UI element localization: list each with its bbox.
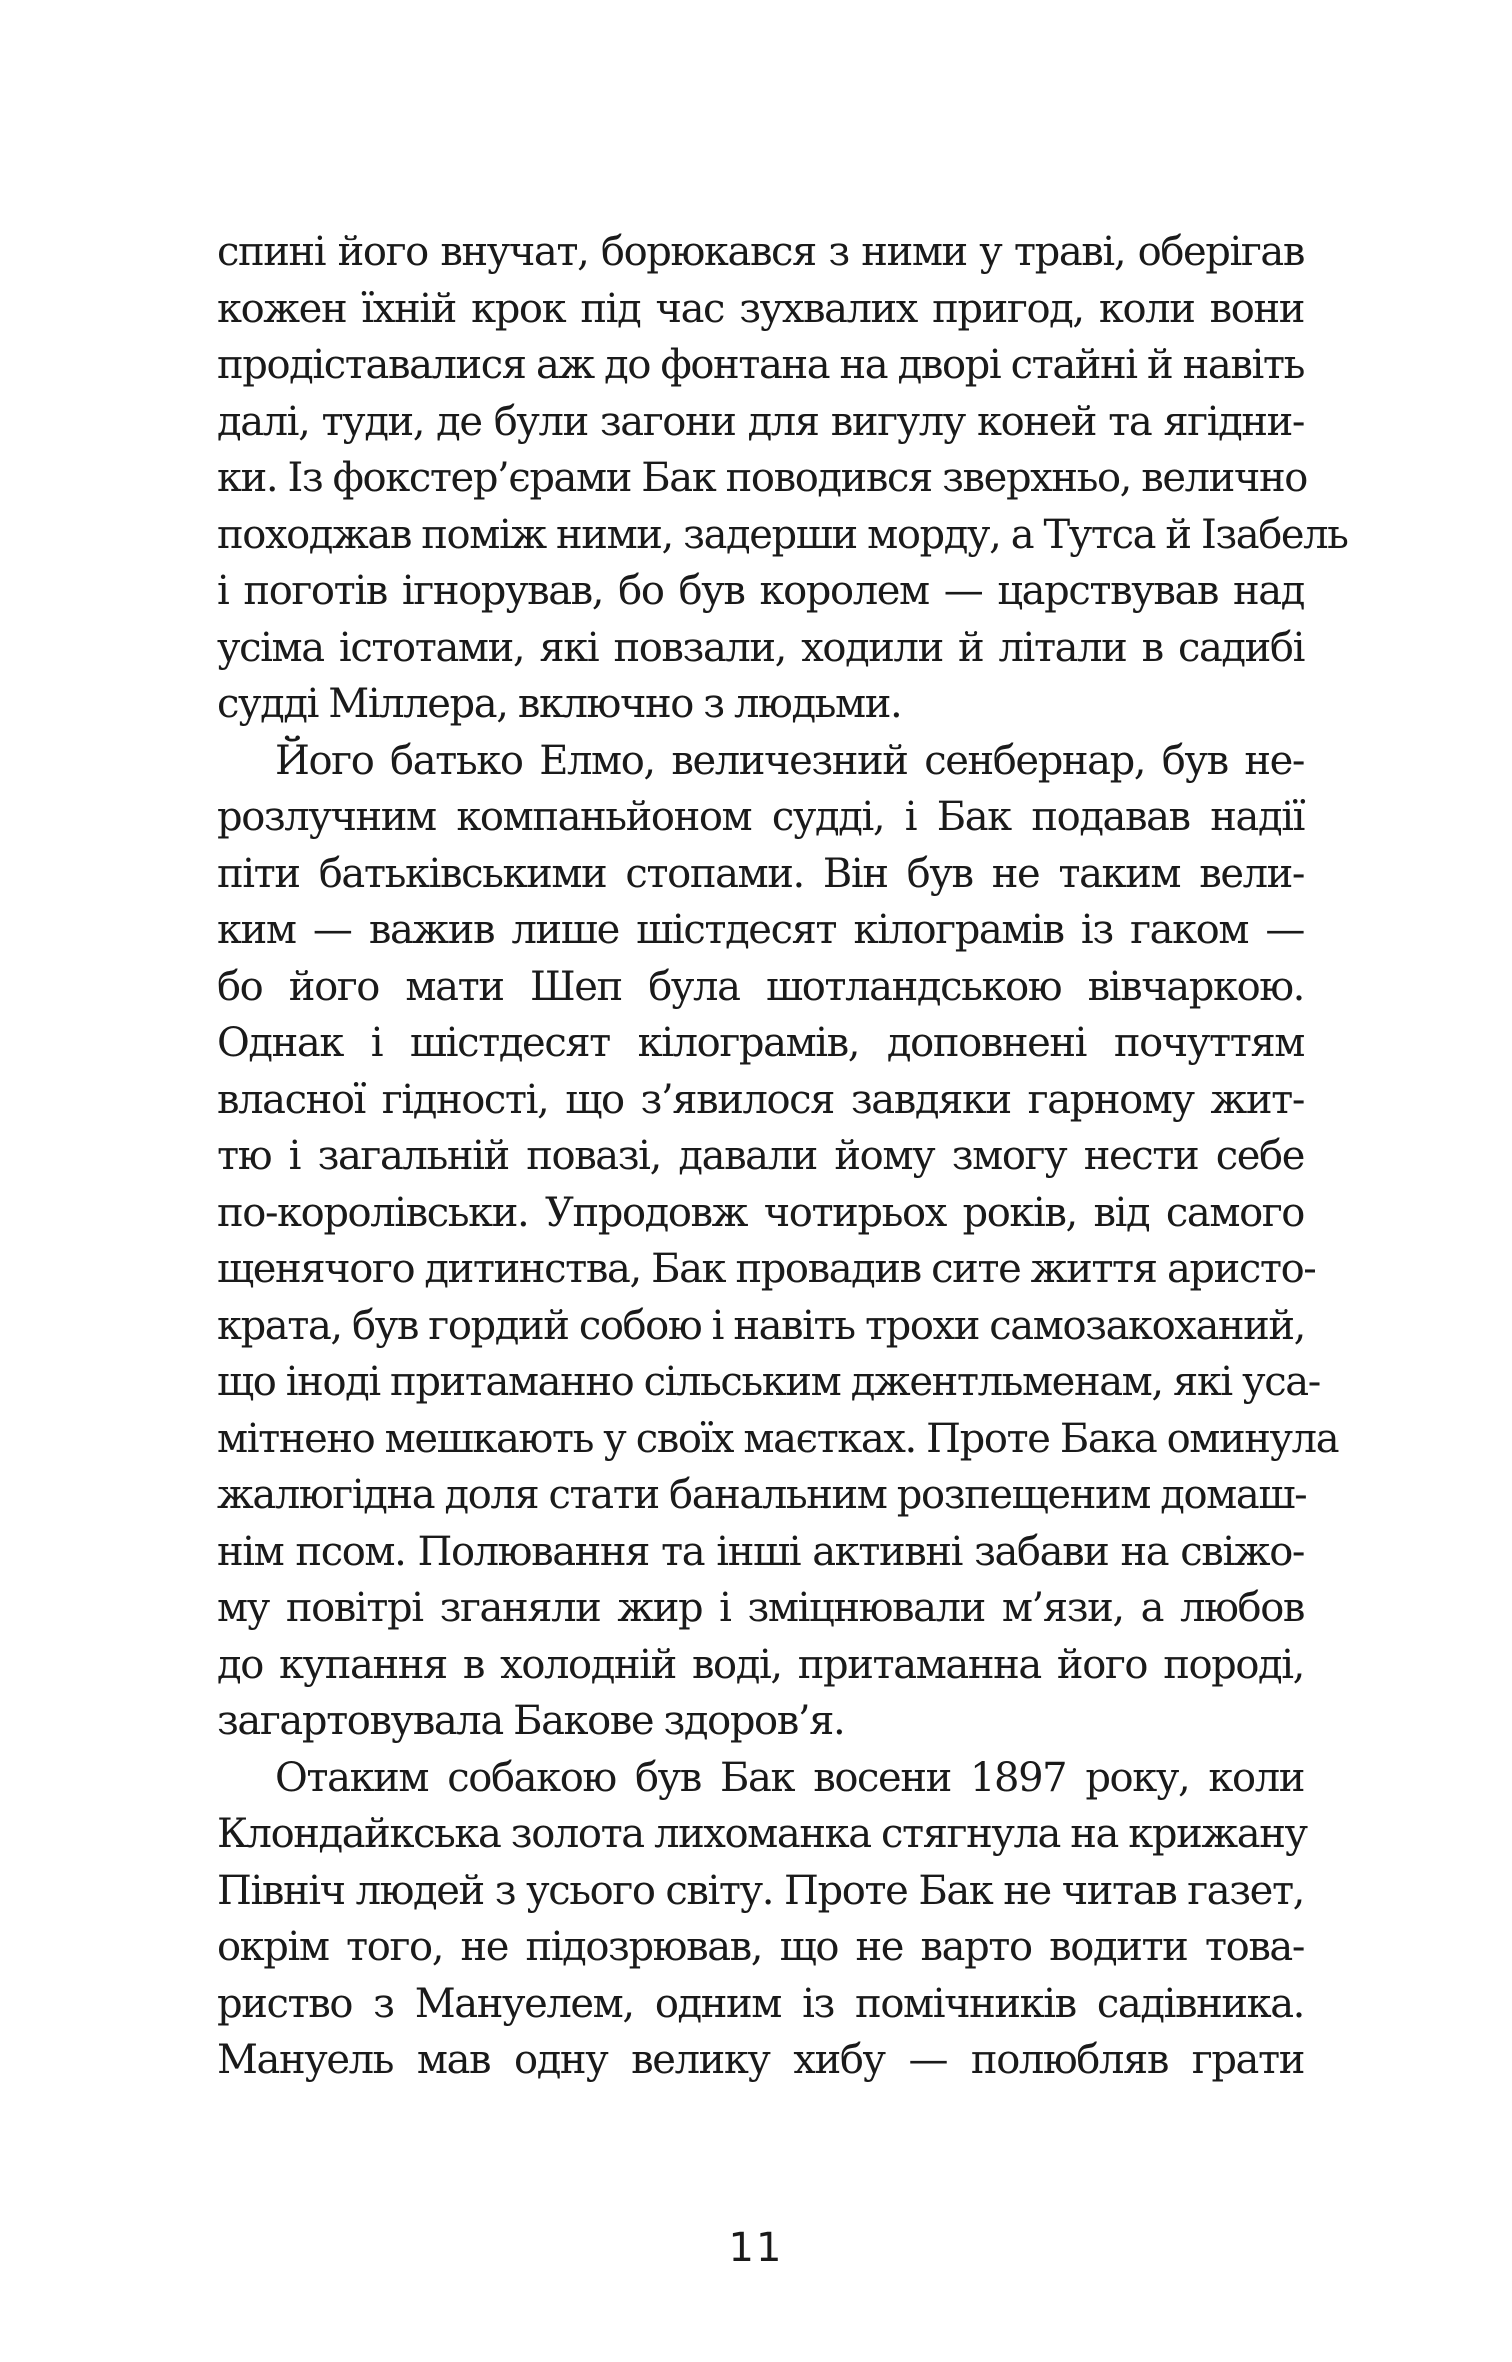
paragraph bbox=[217, 733, 1339, 1750]
paragraph bbox=[217, 224, 1348, 733]
text-line: Північ людей з усього світу. Проте Бак не читав газет, bbox=[217, 1867, 1304, 1914]
text-line: судді Міллера, включно з людьми. bbox=[217, 681, 902, 727]
paragraph bbox=[217, 1750, 1307, 2089]
text-line: піти батьківськими стопами. Він був не таким вели- bbox=[217, 850, 1304, 897]
text-line: щенячого дитинства, Бак провадив сите життя аристо- bbox=[217, 1246, 1316, 1292]
text-line: і поготів ігнорував, бо був королем — царствував над bbox=[217, 568, 1304, 614]
text-line: Однак і шістдесят кілограмів, доповнені почуттям bbox=[217, 1020, 1304, 1066]
text-line: власної гідності, що з’явилося завдяки гарному жит- bbox=[217, 1076, 1304, 1123]
text-line: нім псом. Полювання та інші активні забави на свіжо- bbox=[217, 1528, 1304, 1575]
text-line: по-королівськи. Упродовж чотирьох років, від самого bbox=[217, 1189, 1304, 1236]
text-line: Мануель мав одну велику хибу — полюбляв грати bbox=[217, 2037, 1304, 2083]
text-line: риство з Мануелем, одним із помічників садівника. bbox=[217, 1980, 1304, 2027]
text-line: крата, був гордий собою і навіть трохи самозакоханий, bbox=[217, 1302, 1305, 1349]
text-line: розлучним компаньйоном судді, і Бак подавав надії bbox=[217, 794, 1304, 840]
text-line: Клондайкська золота лихоманка стягнула на крижану bbox=[217, 1811, 1307, 1857]
text-line: продіставалися аж до фонтана на дворі стайні й навіть bbox=[217, 342, 1304, 388]
text-line: Отаким собакою був Бак восени 1897 року, коли bbox=[275, 1754, 1304, 1801]
text-line: походжав поміж ними, задерши морду, а Тутса й Ізабель bbox=[217, 511, 1348, 558]
body-text bbox=[217, 224, 1348, 2089]
text-line: Його батько Елмо, величезний сенбернар, був не- bbox=[275, 737, 1304, 784]
text-line: жалюгідна доля стати банальним розпещеним домаш- bbox=[217, 1472, 1307, 1518]
text-line: тю і загальній повазі, давали йому змогу нести себе bbox=[217, 1133, 1304, 1179]
text-line: бо його мати Шеп була шотландською вівчаркою. bbox=[217, 963, 1304, 1010]
text-line: ки. Із фокстер’єрами Бак поводився зверхньо, велично bbox=[217, 455, 1307, 501]
text-line: що іноді притаманно сільським джентльменам, які уса- bbox=[217, 1359, 1320, 1405]
text-line: му повітрі зганяли жир і зміцнювали м’язи, а любов bbox=[217, 1585, 1304, 1631]
text-line: кожен їхній крок під час зухвалих пригод, коли вони bbox=[217, 285, 1304, 332]
text-line: загартовувала Бакове здоров’я. bbox=[217, 1698, 845, 1744]
text-line: далі, туди, де були загони для вигулу коней та ягідни- bbox=[217, 398, 1304, 445]
text-line: мітнено мешкають у своїх маєтках. Проте Бака оминула bbox=[217, 1415, 1339, 1462]
text-line: ким — важив лише шістдесят кілограмів із гаком — bbox=[217, 907, 1304, 953]
text-line: спині його внучат, борюкався з ними у траві, оберігав bbox=[217, 229, 1304, 275]
text-line: окрім того, не підозрював, що не варто водити това- bbox=[217, 1924, 1304, 1970]
text-line: до купання в холодній воді, притаманна його породі, bbox=[217, 1641, 1304, 1688]
text-line: усіма істотами, які повзали, ходили й літали в садибі bbox=[217, 624, 1304, 671]
page-number: 11 bbox=[728, 2225, 784, 2271]
